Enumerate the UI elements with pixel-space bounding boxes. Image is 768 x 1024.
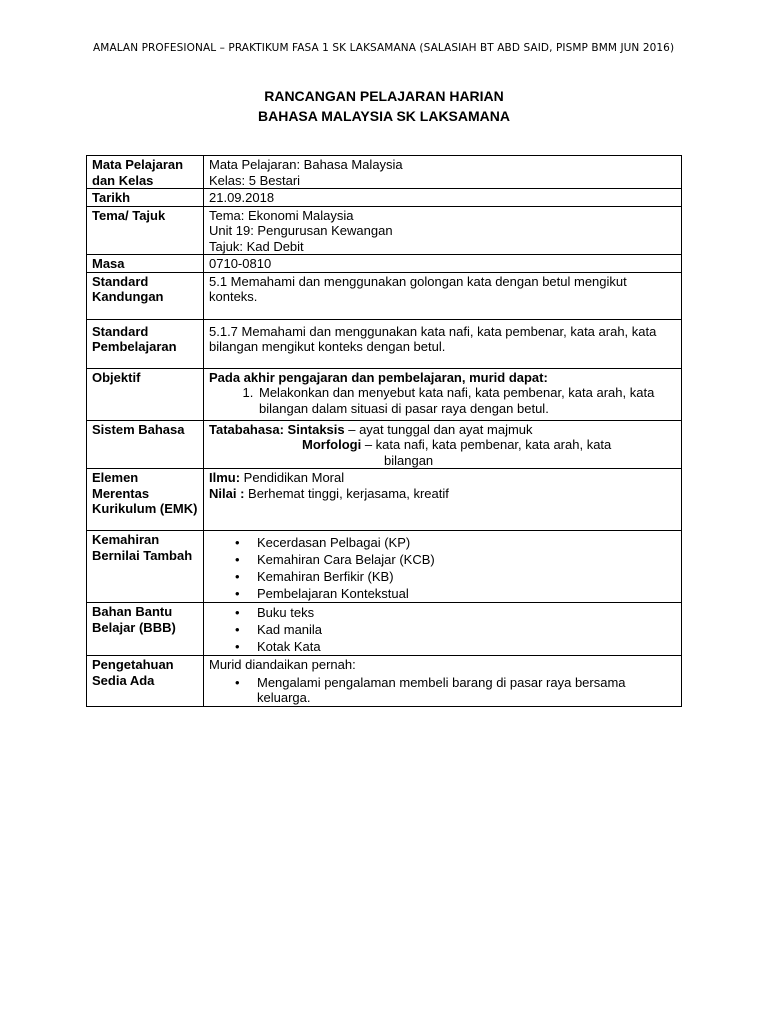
- ilmu-label: Ilmu:: [209, 470, 241, 485]
- unit-line: Unit 19: Pengurusan Kewangan: [209, 223, 393, 238]
- sintaksis-line: [209, 422, 676, 438]
- label-masa: Masa: [87, 255, 204, 273]
- row-emk: [87, 469, 682, 531]
- list-item: • Mengalami pengalaman membeli barang di pasar raya bersama keluarga.: [257, 675, 676, 706]
- row-masa: [87, 255, 682, 273]
- label-standard-pembelajaran: Standard Pembelajaran: [87, 319, 204, 368]
- objective-intro: Pada akhir pengajaran dan pembelajaran, murid dapat:: [209, 369, 548, 385]
- value-pengetahuan-sedia-ada: [204, 656, 682, 707]
- sintaksis-value: – ayat tunggal dan ayat majmuk: [344, 421, 533, 437]
- theme-line: Tema: Ekonomi Malaysia: [209, 207, 354, 223]
- running-header: AMALAN PROFESIONAL – PRAKTIKUM FASA 1 SK LAKSAMANA (SALASIAH BT ABD SAID, PISMP BMM JUN 2016): [93, 42, 675, 54]
- document-subtitle: BAHASA MALAYSIA SK LAKSAMANA: [257, 108, 510, 124]
- class-line: Kelas: 5 Bestari: [209, 172, 301, 188]
- row-tema: [87, 206, 682, 255]
- label-objektif: Objektif: [87, 368, 204, 420]
- sintaksis-label: Sintaksis: [287, 421, 345, 437]
- subject-line: Mata Pelajaran: Bahasa Malaysia: [209, 157, 403, 172]
- label-emk: Elemen Merentas Kurikulum (EMK): [87, 469, 204, 531]
- objective-item: 1. Melakonkan dan menyebut kata nafi, kata pembenar, kata arah, kata bilangan dalam situasi di pasar raya dengan betul.: [257, 385, 676, 416]
- value-bahan-bantu-belajar: [204, 603, 682, 656]
- label-standard-kandungan: Standard Kandungan: [87, 272, 204, 319]
- label-pengetahuan-sedia-ada: Pengetahuan Sedia Ada: [87, 656, 204, 707]
- row-objektif: [87, 368, 682, 420]
- morfologi-label: Morfologi: [302, 437, 362, 452]
- label-bahan-bantu-belajar: Bahan Bantu Belajar (BBB): [87, 603, 204, 656]
- bbb-list: [209, 604, 676, 655]
- row-mata-pelajaran: [87, 156, 682, 189]
- value-tarikh: 21.09.2018: [204, 189, 682, 207]
- value-masa: 0710-0810: [204, 255, 682, 273]
- row-sistem-bahasa: [87, 420, 682, 469]
- value-sistem-bahasa: [204, 420, 682, 469]
- value-standard-pembelajaran: 5.1.7 Memahami dan menggunakan kata nafi, kata pembenar, kata arah, kata bilangan mengikut konteks dengan betul.: [204, 319, 682, 368]
- row-tarikh: [87, 189, 682, 207]
- prior-knowledge-intro: Murid diandaikan pernah:: [209, 657, 356, 672]
- row-standard-pembelajaran: [87, 319, 682, 368]
- row-pengetahuan-sedia-ada: [87, 656, 682, 707]
- label-mata-pelajaran: Mata Pelajaran dan Kelas: [87, 156, 204, 189]
- morfologi-line: [209, 437, 676, 453]
- list-item: • Kad manila: [257, 621, 676, 638]
- list-item: • Kemahiran Berfikir (KB): [257, 568, 676, 585]
- nilai-line: [209, 486, 676, 502]
- morfologi-value: – kata nafi, kata pembenar, kata arah, kata: [361, 437, 612, 452]
- morfologi-continuation: bilangan: [384, 452, 434, 468]
- topic-line: Tajuk: Kad Debit: [209, 238, 304, 254]
- nilai-value: Berhemat tinggi, kerjasama, kreatif: [244, 485, 449, 501]
- document-title: RANCANGAN PELAJARAN HARIAN: [264, 88, 504, 104]
- label-tema: Tema/ Tajuk: [87, 206, 204, 255]
- tatabahasa-label: Tatabahasa:: [209, 421, 284, 437]
- label-tarikh: Tarikh: [87, 189, 204, 207]
- objective-list: [209, 385, 676, 416]
- row-bahan-bantu-belajar: [87, 603, 682, 656]
- row-standard-kandungan: [87, 272, 682, 319]
- nilai-label: Nilai :: [209, 485, 245, 501]
- value-kemahiran-bernilai-tambah: [204, 531, 682, 603]
- ilmu-value: Pendidikan Moral: [240, 470, 345, 485]
- value-objektif: [204, 368, 682, 420]
- list-item: • Pembelajaran Kontekstual: [257, 585, 676, 602]
- label-sistem-bahasa: Sistem Bahasa: [87, 420, 204, 469]
- label-kemahiran-bernilai-tambah: Kemahiran Bernilai Tambah: [87, 531, 204, 603]
- list-item: • Buku teks: [257, 604, 676, 621]
- ilmu-line: [209, 470, 676, 486]
- value-standard-kandungan: 5.1 Memahami dan menggunakan golongan kata dengan betul mengikut konteks.: [204, 272, 682, 319]
- psa-list: [209, 673, 676, 706]
- lesson-plan-table: [86, 155, 682, 707]
- list-item: • Kecerdasan Pelbagai (KP): [257, 534, 676, 551]
- list-item: • Kemahiran Cara Belajar (KCB): [257, 551, 676, 568]
- value-mata-pelajaran: [204, 156, 682, 189]
- value-tema: [204, 206, 682, 255]
- kbt-list: [209, 534, 676, 602]
- list-item: • Kotak Kata: [257, 638, 676, 655]
- value-emk: [204, 469, 682, 531]
- row-kemahiran-bernilai-tambah: [87, 531, 682, 603]
